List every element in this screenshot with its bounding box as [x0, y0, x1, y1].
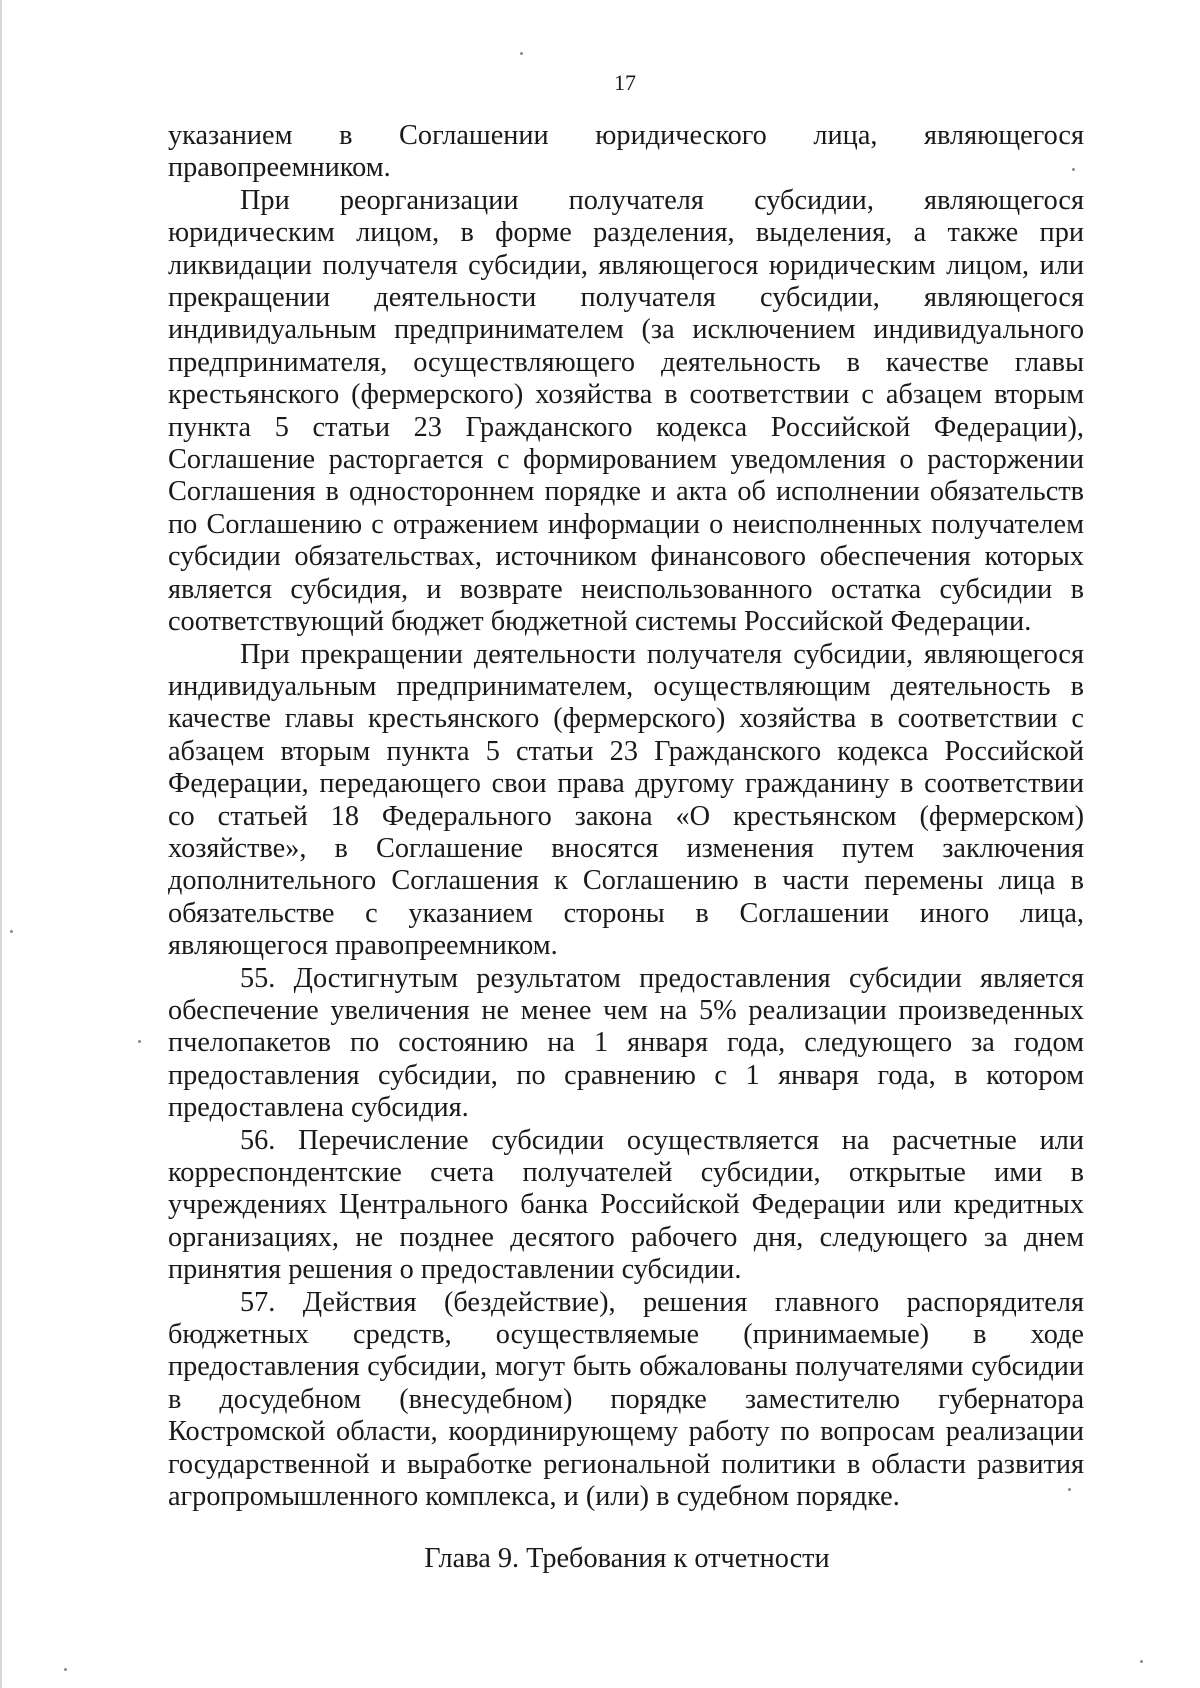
paragraph-reorganization: При реорганизации получателя субсидии, являющегося юридическим лицом, в форме разделения, выделения, а также при ликвидации получателя субсидии, являющегося юридическим лицом, или прекращении деятельности получателя субсидии, являющегося индивидуальным предпринимателем (за исключением индивидуального предпринимателя, осуществляющего деятельность в качестве главы крестьянского (фермерского) хозяйства в соответствии с абзацем вторым пункта 5 статьи 23 Гражданского кодекса Российской Федерации), Соглашение расторгается с формированием уведомления о расторжении Соглашения в одностороннем порядке и акта об исполнении обязательств по Соглашению с отражением информации о неисполненных получателем субсидии обязательствах, источником финансового обеспечения которых является субсидия, и возврате неиспользованного остатка субсидии в соответствующий бюджет бюджетной системы Российской Федерации. — [168, 184, 1084, 638]
paragraph-item-57: 57. Действия (бездействие), решения главного распорядителя бюджетных средств, осуществляемые (принимаемые) в ходе предоставления субсидии, могут быть обжалованы получателями субсидии в досудебном (внесудебном) порядке заместителю губернатора Костромской области, координирующему работу по вопросам реализации государственной и выработке региональной политики в области развития агропромышленного комплекса, и (или) в судебном порядке. — [168, 1286, 1084, 1513]
paragraph-item-56: 56. Перечисление субсидии осуществляется на расчетные или корреспондентские счета получателей субсидии, открытые ими в учреждениях Центрального банка Российской Федерации или кредитных организациях, не позднее десятого рабочего дня, следующего за днем принятия решения о предоставлении субсидии. — [168, 1124, 1084, 1286]
scan-edge — [0, 0, 2, 1688]
scan-speck — [1140, 1660, 1143, 1663]
scan-speck — [520, 52, 523, 55]
paragraph-continuation: указанием в Соглашении юридического лица, являющегося правопреемником. — [168, 120, 1084, 184]
scan-speck — [10, 930, 13, 933]
scan-speck — [64, 1668, 67, 1671]
scan-speck — [1068, 1488, 1071, 1491]
page-number: 17 — [614, 70, 636, 95]
document-body — [168, 120, 1084, 1513]
scan-speck — [138, 1040, 141, 1043]
paragraph-farm-termination: При прекращении деятельности получателя субсидии, являющегося индивидуальным предпринимателем, осуществляющим деятельность в качестве главы крестьянского (фермерского) хозяйства в соответствии с абзацем вторым пункта 5 статьи 23 Гражданского кодекса Российской Федерации, передающего свои права другому гражданину в соответствии со статьей 18 Федерального закона «О крестьянском (фермерском) хозяйстве», в Соглашение вносятся изменения путем заключения дополнительного Соглашения к Соглашению в части перемены лица в обязательстве с указанием стороны в Соглашении иного лица, являющегося правопреемником. — [168, 638, 1084, 962]
chapter-heading: Глава 9. Требования к отчетности — [424, 1543, 830, 1574]
scan-speck — [1072, 168, 1075, 171]
paragraph-item-55: 55. Достигнутым результатом предоставления субсидии является обеспечение увеличения не менее чем на 5% реализации произведенных пчелопакетов по состоянию на 1 января года, следующего за годом предоставления субсидии, по сравнению с 1 января года, в котором предоставлена субсидия. — [168, 962, 1084, 1124]
